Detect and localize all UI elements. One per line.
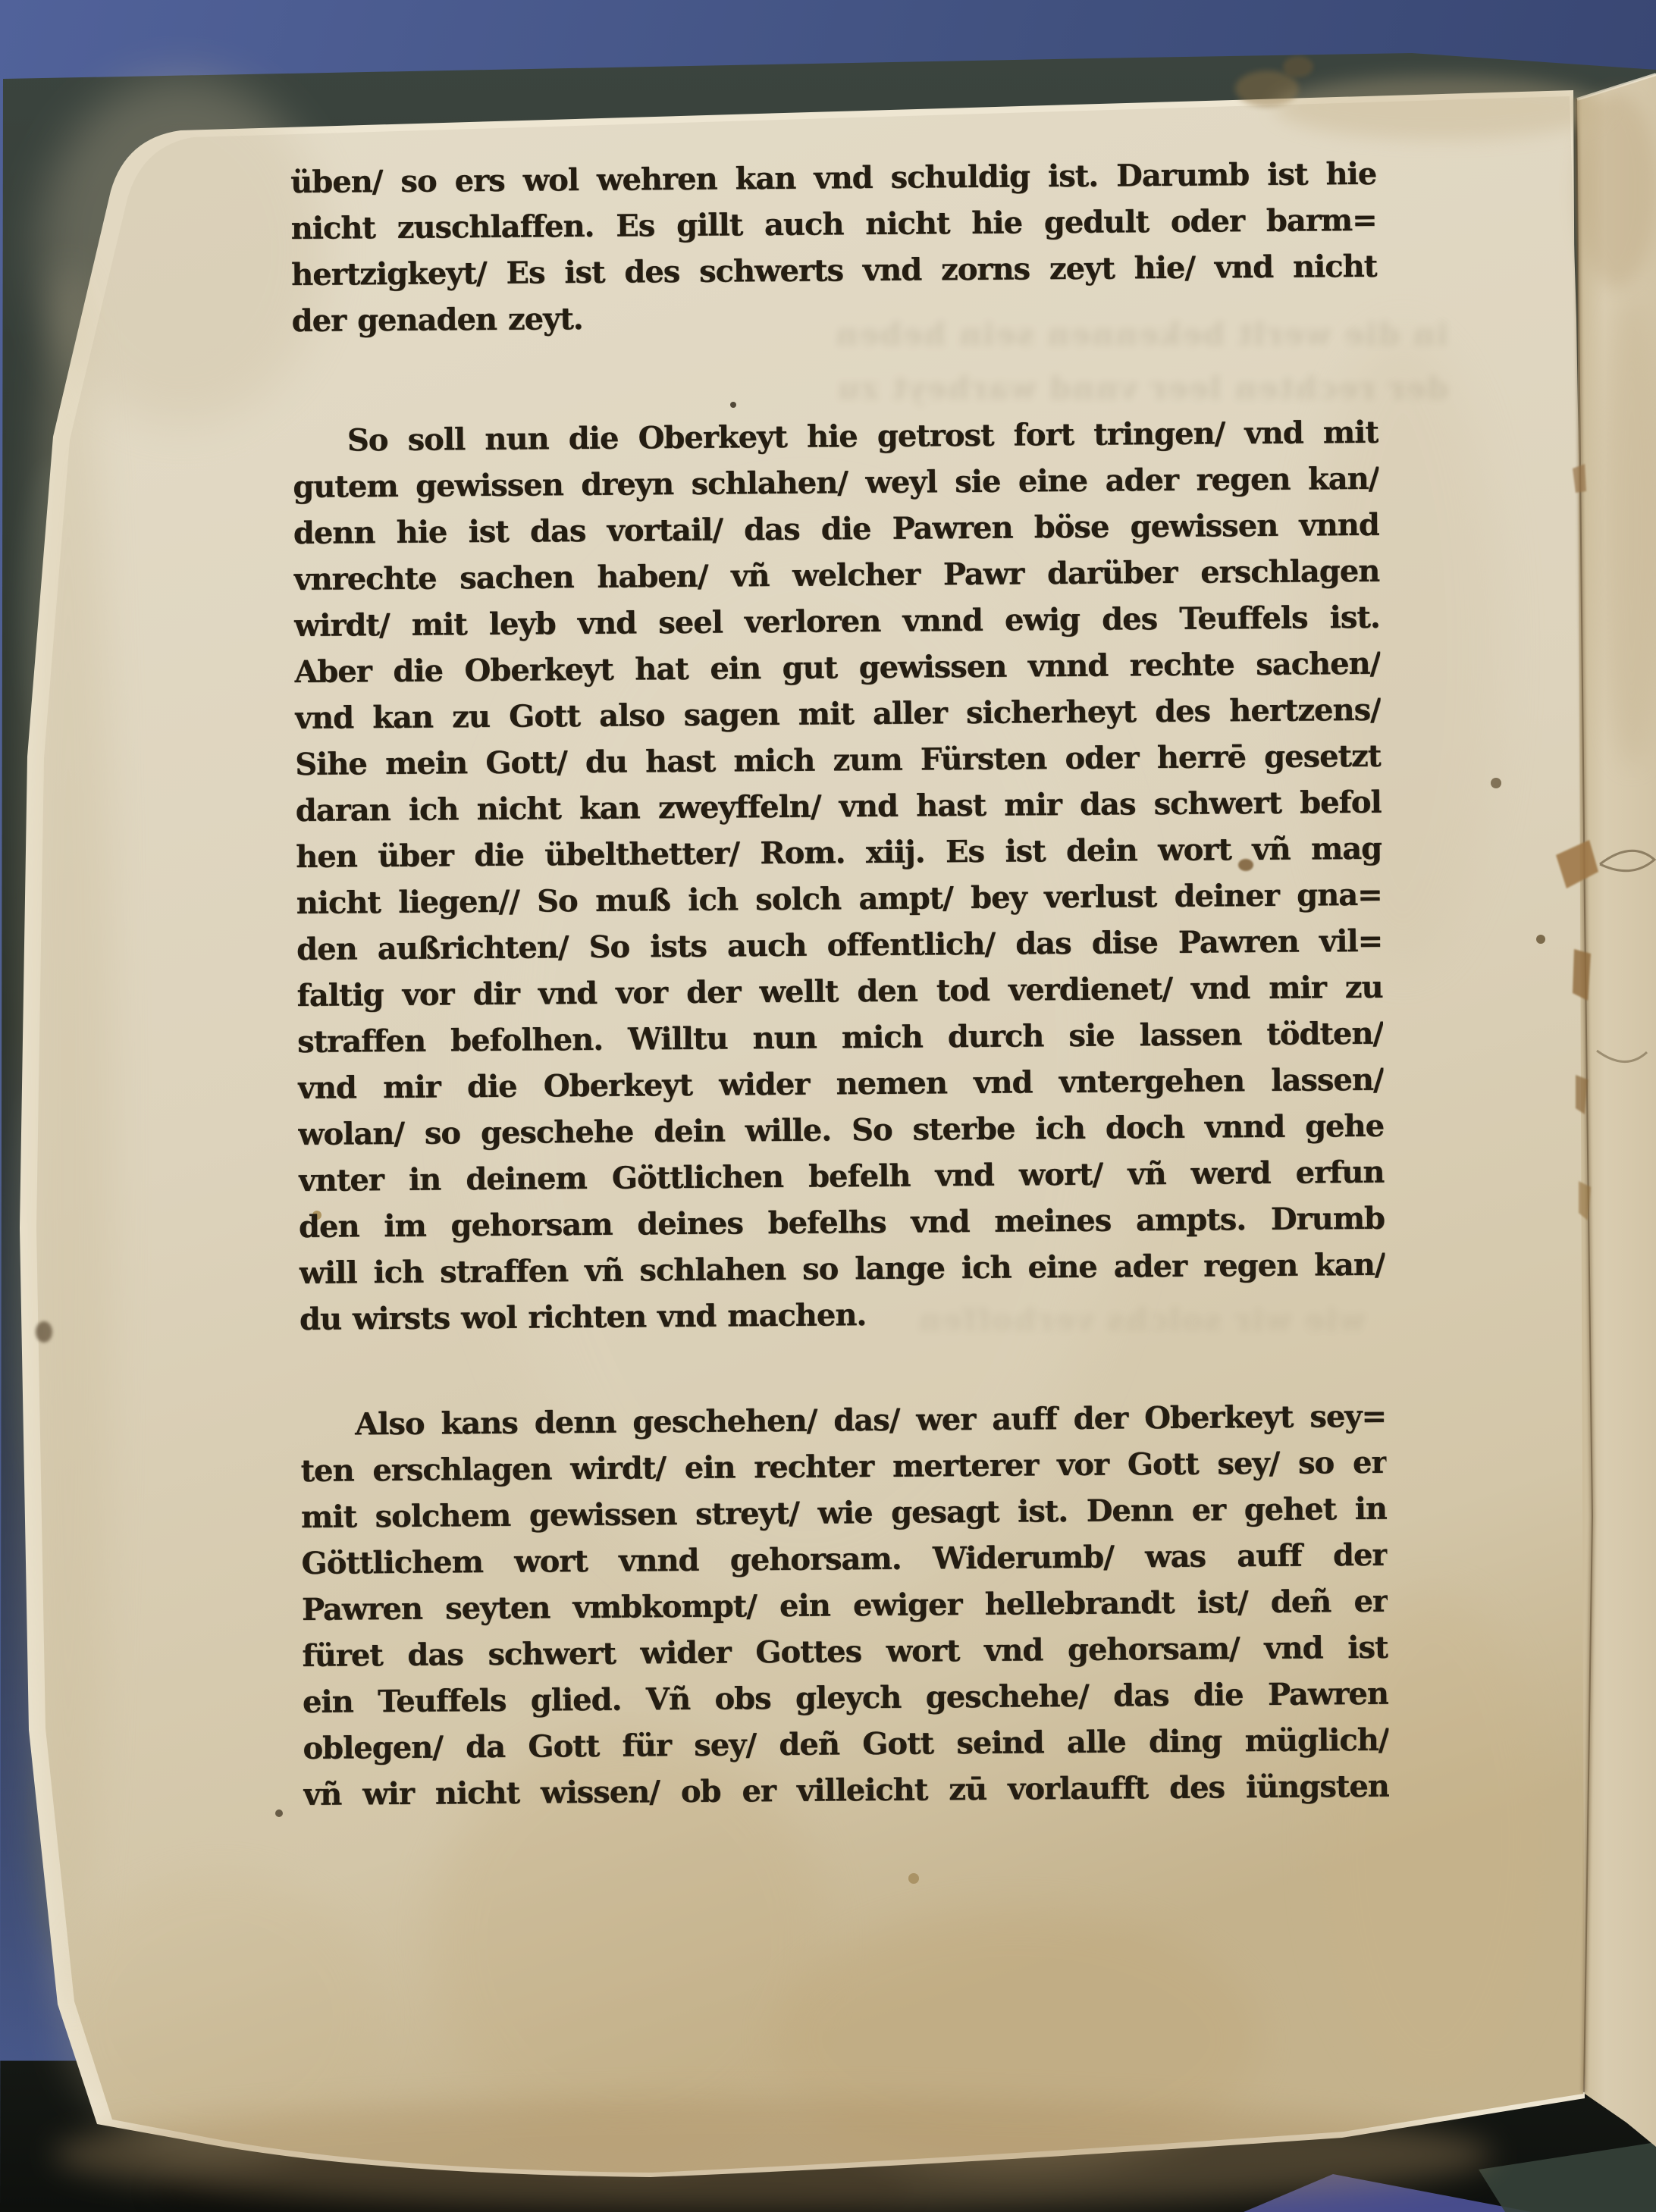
text-line: ein Teuffels glied. Vñ obs gleych geschehe/ das die Pawren [302,1675,1389,1720]
text-line: nicht liegen// So muß ich solch ampt/ bey verlust deiner gna= [296,876,1382,921]
ghost-showthrough-line: der rechten leer vnnd warheyt zu [836,371,1448,406]
text-line: du wirsts wol richten vnd machen. [299,1297,867,1337]
text-line: wolan/ so geschehe dein wille. So sterbe ich doch vnnd gehe [297,1108,1385,1152]
text-line: daran ich nicht kan zweyffeln/ vnd hast mir das schwert befol [295,784,1382,829]
text-line: gutem gewissen dreyn schlahen/ weyl sie eine ader regen kan/ [293,460,1379,505]
paragraph [300,1393,1389,1818]
text-column [290,151,1389,1818]
text-line: Aber die Oberkeyt hat ein gut gewissen vnnd rechte sachen/ [294,645,1381,690]
text-line: ten erschlagen wirdt/ ein rechter merterer vor Gott sey/ so er [300,1444,1387,1489]
ghost-showthrough-line: in die werlt bekennen sein heben [834,317,1448,352]
text-line: den außrichten/ So ists auch offentlich/ das dise Pawren vil= [296,923,1383,967]
text-line: denn hie ist das vortail/ das die Pawren böse gewissen vnnd [293,506,1380,551]
text-line: Sihe mein Gott/ du hast mich zum Fürsten oder herrē gesetzt [295,738,1382,782]
text-line: hertzigkeyt/ Es ist des schwerts vnd zorns zeyt hie/ vnd nicht [291,248,1378,293]
ghost-showthrough-line: wie wir solchs verhoffen [917,1302,1365,1338]
text-line: Pawren seyten vmbkompt/ ein ewiger hellebrandt ist/ deñ er [301,1583,1388,1628]
paragraph [293,409,1386,1343]
text-line: der genaden zeyt. [291,300,583,339]
paragraph [290,151,1378,344]
text-line: vnd mir die Oberkeyt wider nemen vnd vntergehen lassen/ [297,1061,1384,1106]
text-line: üben/ so ers wol wehren kan vnd schuldig ist. Darumb ist hie [290,155,1377,200]
text-line: vnter in deinem Göttlichen befelh vnd wort/ vñ werd erfun [298,1154,1385,1198]
text-line: straffen befolhen. Willtu nun mich durch sie lassen tödten/ [296,1015,1384,1060]
text-line: vnd kan zu Gott also sagen mit aller sicherheyt des hertzens/ [294,691,1381,736]
text-line: will ich straffen vñ schlahen so lange ich eine ader regen kan/ [299,1246,1385,1291]
text-line: wirdt/ mit leyb vnd seel verloren vnnd ewig des Teuffels ist. [293,599,1380,644]
text-line: nicht zuschlaffen. Es gillt auch nicht hie gedult oder barm= [290,202,1377,246]
text-line: Göttlichem wort vnnd gehorsam. Widerumb/ was auff der [301,1537,1388,1581]
text-line: hen über die übelthetter/ Rom. xiij. Es ist dein wort vñ mag [296,830,1382,875]
text-line: faltig vor dir vnd vor der wellt den tod verdienet/ vnd mir zu [296,969,1383,1014]
text-line: füret das schwert wider Gottes wort vnd gehorsam/ vnd ist [302,1629,1388,1674]
text-line: So soll nun die Oberkeyt hie getrost fort tringen/ vnd mit [347,414,1379,459]
text-line: vnrechte sachen haben/ vñ welcher Pawr darüber erschlagen [293,553,1380,597]
text-line: Also kans denn geschehen/ das/ wer auff der Oberkeyt sey= [354,1398,1387,1443]
text-line: oblegen/ da Gott für sey/ deñ Gott seind alle ding müglich/ [303,1722,1389,1766]
text-line: den im gehorsam deines befelhs vnd meines ampts. Drumb [298,1200,1385,1245]
text-line: vñ wir nicht wissen/ ob er villeicht zū vorlaufft des iüngsten [303,1768,1390,1813]
text-line: mit solchem gewissen streyt/ wie gesagt ist. Denn er gehet in [300,1490,1388,1535]
